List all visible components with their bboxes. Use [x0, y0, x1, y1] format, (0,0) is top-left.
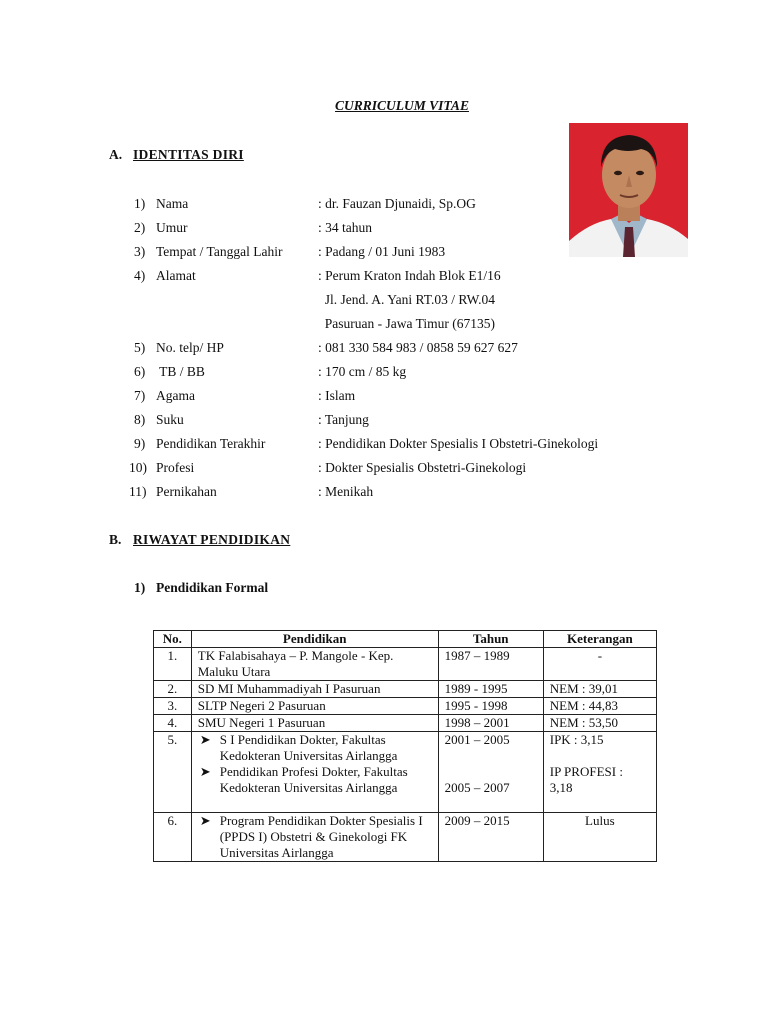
- bullet-item: [198, 813, 432, 861]
- ket-1: IPK : 3,15: [549, 732, 604, 747]
- row-number: 11): [129, 484, 147, 499]
- cell-tahun: [438, 732, 543, 813]
- table-row: [154, 715, 657, 732]
- row-label: Suku: [156, 412, 184, 427]
- profile-photo: [569, 123, 688, 257]
- header-pendidikan: Pendidikan: [191, 631, 438, 648]
- row-value: : Tanjung: [318, 412, 369, 427]
- tahun-1: 2001 – 2005: [444, 732, 510, 747]
- cell-keterangan: Lulus: [543, 813, 656, 862]
- row-label: Nama: [156, 196, 189, 211]
- arrow-bullet-icon: ➤: [199, 732, 211, 747]
- row-value: Pasuruan - Jawa Timur (67135): [318, 316, 495, 331]
- cell-pendidikan: SMU Negeri 1 Pasuruan: [191, 715, 438, 732]
- cell-tahun: 1989 - 1995: [438, 681, 543, 698]
- bullet-item: [198, 764, 432, 796]
- table-row: [154, 813, 657, 862]
- cell-no: 6.: [154, 813, 192, 862]
- row-number: 2): [134, 220, 146, 235]
- section-title: RIWAYAT PENDIDIKAN: [133, 532, 291, 547]
- tahun-2: 2005 – 2007: [444, 780, 510, 795]
- header-no: No.: [154, 631, 192, 648]
- row-label: Pendidikan Terakhir: [156, 436, 266, 451]
- row-label: Tempat / Tanggal Lahir: [156, 244, 283, 259]
- section-identitas-heading: [109, 147, 244, 163]
- row-number: 9): [134, 436, 146, 451]
- cell-tahun: 1987 – 1989: [438, 648, 543, 681]
- subsection-pendidikan-formal: [134, 580, 268, 596]
- row-number: 10): [129, 460, 147, 475]
- bullet-text: S I Pendidikan Dokter, Fakultas Kedokteran Universitas Airlangga: [219, 732, 398, 763]
- arrow-bullet-icon: ➤: [199, 764, 211, 779]
- cell-no: 5.: [154, 732, 192, 813]
- row-value: : Padang / 01 Juni 1983: [318, 244, 446, 259]
- education-table: [153, 630, 657, 862]
- table-row: [154, 732, 657, 813]
- row-label: Pernikahan: [156, 484, 217, 499]
- bullet-text: Pendidikan Profesi Dokter, Fakultas Kedokteran Universitas Airlangga: [219, 764, 408, 795]
- row-value: : Dokter Spesialis Obstetri-Ginekologi: [318, 460, 527, 475]
- row-value: : Menikah: [318, 484, 374, 499]
- cell-keterangan: NEM : 44,83: [543, 698, 656, 715]
- cell-keterangan: -: [543, 648, 656, 681]
- cell-tahun: 1995 - 1998: [438, 698, 543, 715]
- header-tahun: Tahun: [438, 631, 543, 648]
- row-label: Profesi: [156, 460, 195, 475]
- row-label: No. telp/ HP: [156, 340, 224, 355]
- row-number: 4): [134, 268, 146, 283]
- cell-tahun: 2009 – 2015: [438, 813, 543, 862]
- cell-pendidikan: [191, 813, 438, 862]
- row-label: Umur: [156, 220, 188, 235]
- cell-keterangan: [543, 732, 656, 813]
- row-value: : Perum Kraton Indah Blok E1/16: [318, 268, 501, 283]
- row-number: 8): [134, 412, 146, 427]
- cell-tahun: 1998 – 2001: [438, 715, 543, 732]
- cell-keterangan: NEM : 39,01: [543, 681, 656, 698]
- row-label: Agama: [156, 388, 195, 403]
- row-value: : Islam: [318, 388, 356, 403]
- cell-pendidikan: [191, 732, 438, 813]
- page-title: CURRICULUM VITAE: [335, 98, 469, 113]
- table-row: [154, 681, 657, 698]
- arrow-bullet-icon: ➤: [199, 813, 211, 828]
- header-keterangan: Keterangan: [543, 631, 656, 648]
- subsection-number: 1): [134, 580, 146, 595]
- cell-keterangan: NEM : 53,50: [543, 715, 656, 732]
- section-letter: A.: [109, 147, 123, 162]
- row-value: Jl. Jend. A. Yani RT.03 / RW.04: [318, 292, 495, 307]
- section-letter: B.: [109, 532, 122, 547]
- row-value: : 081 330 584 983 / 0858 59 627 627: [318, 340, 518, 355]
- table-row: [154, 698, 657, 715]
- row-number: 7): [134, 388, 146, 403]
- row-number: 5): [134, 340, 146, 355]
- bullet-item: [198, 732, 432, 764]
- cell-no: 1.: [154, 648, 192, 681]
- row-label: Alamat: [156, 268, 196, 283]
- row-value: : 170 cm / 85 kg: [318, 364, 407, 379]
- row-number: 1): [134, 196, 146, 211]
- cell-pendidikan: TK Falabisahaya – P. Mangole - Kep. Maluku Utara: [191, 648, 438, 681]
- table-header-row: [154, 631, 657, 648]
- table-row: [154, 648, 657, 681]
- ket-2: IP PROFESI : 3,18: [549, 764, 623, 795]
- row-number: 6): [134, 364, 146, 379]
- cell-no: 4.: [154, 715, 192, 732]
- subsection-title: Pendidikan Formal: [156, 580, 269, 595]
- row-value: : Pendidikan Dokter Spesialis I Obstetri-Ginekologi: [318, 436, 599, 451]
- section-riwayat-heading: [109, 532, 290, 548]
- cell-no: 2.: [154, 681, 192, 698]
- section-title: IDENTITAS DIRI: [133, 147, 244, 162]
- cell-no: 3.: [154, 698, 192, 715]
- row-value: : dr. Fauzan Djunaidi, Sp.OG: [318, 196, 476, 211]
- portrait-image: [569, 123, 688, 257]
- cell-pendidikan: SLTP Negeri 2 Pasuruan: [191, 698, 438, 715]
- bullet-text: Program Pendidikan Dokter Spesialis I (PPDS I) Obstetri & Ginekologi FK Universitas Airlangga: [219, 813, 423, 860]
- row-number: 3): [134, 244, 146, 259]
- row-label: TB / BB: [156, 364, 205, 379]
- cell-pendidikan: SD MI Muhammadiyah I Pasuruan: [191, 681, 438, 698]
- row-value: : 34 tahun: [318, 220, 372, 235]
